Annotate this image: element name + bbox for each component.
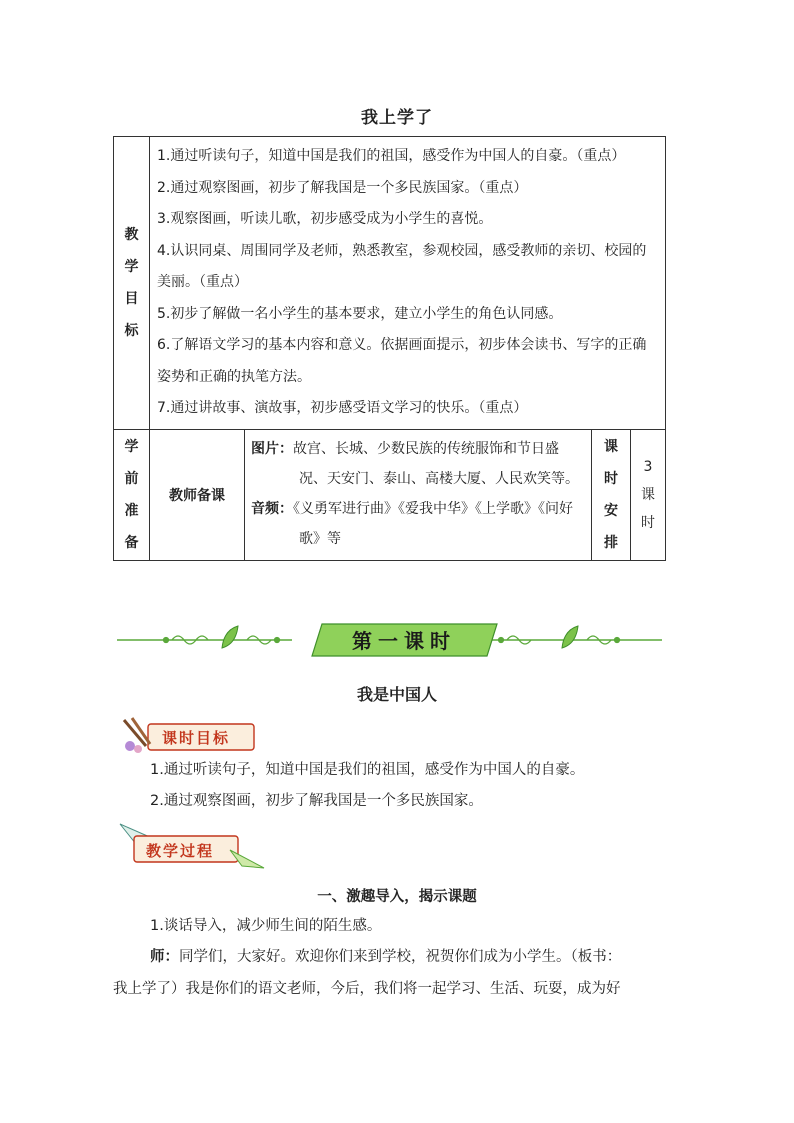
step-item: 1.谈话导入，减少师生间的陌生感。 bbox=[150, 918, 382, 934]
goal-item: 4.认识同桌、周围同学及老师，熟悉教室，参观校园，感受教师的亲切、校园的美丽。（重点） bbox=[157, 242, 647, 290]
prep-header-cell: 学 前 准 备 bbox=[114, 429, 150, 560]
audio-line: 音频：《义勇军进行曲》《爱我中华》《上学歌》《问好歌》等 bbox=[251, 500, 573, 547]
teacher-speech-line: 我上学了）我是你们的语文老师，今后，我们将一起学习、生活、玩耍，成为好 bbox=[113, 981, 621, 997]
goals-row bbox=[114, 137, 666, 430]
pictures-line: 图片：故宫、长城、少数民族的传统服饰和节日盛况、天安门、泰山、高楼大厦、人民欢笑等。 bbox=[251, 440, 579, 487]
goal-item: 5.初步了解做一名小学生的基本要求，建立小学生的角色认同感。 bbox=[157, 305, 563, 322]
schedule-header-cell: 课 时 安 排 bbox=[592, 429, 631, 560]
teacher-speech-line: 师：同学们，大家好。欢迎你们来到学校，祝贺你们成为小学生。（板书： bbox=[150, 949, 622, 965]
section-title: 我是中国人 bbox=[356, 685, 437, 704]
goal-item: 3.观察图画，听读儿歌，初步感受成为小学生的喜悦。 bbox=[157, 211, 493, 227]
lesson-banner bbox=[112, 618, 667, 662]
goals-cell bbox=[150, 137, 666, 430]
prep-row bbox=[114, 429, 666, 560]
goal-item: 6.了解语文学习的基本内容和意义。依据画面提示，初步体会读书、写字的正确姿势和正确的执笔方法。 bbox=[157, 337, 647, 385]
goal-item: 1.通过听读句子，知道中国是我们的祖国，感受作为中国人的自豪。（重点） bbox=[157, 148, 626, 164]
goals-header-cell: 教 学 目 标 bbox=[114, 137, 150, 430]
prep-content-cell bbox=[245, 429, 592, 560]
teacher-prep-label: 教师备课 bbox=[150, 429, 245, 560]
goal-item: 7.通过讲故事、演故事，初步感受语文学习的快乐。（重点） bbox=[157, 400, 528, 416]
step-heading: 一、激趣导入，揭示课题 bbox=[317, 889, 477, 905]
document-title: 我上学了 bbox=[361, 108, 433, 128]
lesson-goals-badge: 课时目标 bbox=[120, 716, 260, 750]
lesson-goal-item: 2.通过观察图画，初步了解我国是一个多民族国家。 bbox=[150, 793, 483, 809]
lesson-plan-table bbox=[113, 136, 666, 561]
left-leaf-icon bbox=[222, 626, 238, 648]
teaching-process-badge: 教学过程 bbox=[118, 822, 268, 872]
goal-item: 2.通过观察图画，初步了解我国是一个多民族国家。（重点） bbox=[157, 179, 528, 196]
hours-cell: 3 课 时 bbox=[631, 429, 666, 560]
lesson-goal-item: 1.通过听读句子，知道中国是我们的祖国，感受作为中国人的自豪。 bbox=[150, 762, 585, 778]
right-leaf-icon bbox=[562, 626, 578, 648]
banner-title: 第一课时 bbox=[352, 629, 456, 653]
